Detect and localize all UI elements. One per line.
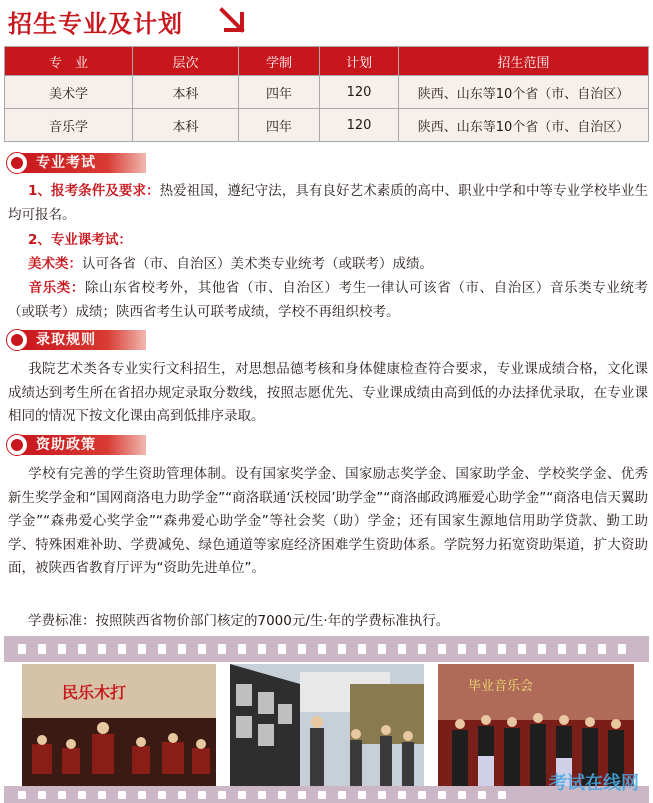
fee-body: 学费标准：按照陕西省物价部门核定的7000元/生·年的学费标准执行。 xyxy=(28,613,450,629)
watermark-logo: 考试在线网 xyxy=(549,773,639,794)
music-label: 音乐类： xyxy=(28,280,85,296)
table-cell: 本科 xyxy=(133,76,239,109)
bullet-icon xyxy=(6,329,28,351)
section-title: 专业考试 xyxy=(36,155,96,171)
column-header: 专 业 xyxy=(5,47,133,76)
admission-text xyxy=(8,358,648,429)
column-header: 层次 xyxy=(133,47,239,76)
aid-text xyxy=(8,463,648,581)
bullet-icon xyxy=(6,434,28,456)
page-title: 招生专业及计划 xyxy=(8,10,183,38)
music-exam xyxy=(8,277,648,324)
table-cell: 陕西、山东等10个省（市、自治区） xyxy=(399,76,649,109)
item-label: 1、报考条件及要求： xyxy=(28,183,160,199)
table-cell: 音乐学 xyxy=(5,109,133,142)
fee-text xyxy=(8,610,648,634)
art-exam xyxy=(8,253,648,277)
table-cell: 120 xyxy=(320,109,399,142)
item-label: 2、专业课考试： xyxy=(28,232,132,248)
table-cell: 美术学 xyxy=(5,76,133,109)
table-header-row xyxy=(5,47,649,76)
section-heading-admission xyxy=(6,329,146,351)
table-cell: 四年 xyxy=(239,109,320,142)
plan-table xyxy=(4,46,649,142)
column-header: 计划 xyxy=(320,47,399,76)
table-cell: 四年 xyxy=(239,76,320,109)
section-title: 资助政策 xyxy=(36,437,96,453)
banner-text: 民乐木打 xyxy=(62,683,127,702)
art-label: 美术类： xyxy=(28,256,82,272)
exam-requirements xyxy=(8,180,648,227)
item-text: 热爱祖国，遵纪守法，具有良好艺术素质的高中、职业中学和中等专业学校毕业生均可报名。 xyxy=(8,183,648,223)
admission-body: 我院艺术类各专业实行文科招生，对思想品德考核和身体健康检查符合要求，专业课成绩合格，文化课成绩达到考生所在省招办规定录取分数线，按照志愿优先、专业课成绩由高到低的办法择优录取，在专业课相同的情况下按文化课由高到低排序录取。 xyxy=(8,361,648,424)
column-header: 学制 xyxy=(239,47,320,76)
music-text: 除山东省校考外，其他省（市、自治区）考生一律认可该省（市、自治区）音乐类专业统考（或联考）成绩；陕西省考生认可联考成绩，学校不再组织校考。 xyxy=(8,280,649,320)
section-heading-aid xyxy=(6,434,146,456)
table-cell: 本科 xyxy=(133,109,239,142)
table-row xyxy=(5,109,649,142)
exhibition-photo xyxy=(230,664,424,792)
film-strip-top xyxy=(4,636,649,662)
table-cell: 陕西、山东等10个省（市、自治区） xyxy=(399,109,649,142)
table-row xyxy=(5,76,649,109)
section-heading-exam xyxy=(6,152,146,174)
aid-body: 学校有完善的学生资助管理体制。设有国家奖学金、国家励志奖学金、国家助学金、学校奖学金、优秀新生奖学金和“国网商洛电力助学金”“商洛联通‘沃校园’助学金”“商洛邮政鸿雁爱心助学金”“商洛电信天翼助学金”“森弗爱心奖学金”“森弗爱心助学金”等社会奖（助）学金；还有国家生源地信用助学贷款、勤工助学、特殊困难补助、学费减免、绿色通道等家庭经济困难学生资助体系。学院努力拓宽资助渠道，扩大资助面，被陕西省教育厅评为“资助先进单位”。 xyxy=(8,466,648,576)
banner-text: 毕业音乐会 xyxy=(468,679,534,694)
table-cell: 120 xyxy=(320,76,399,109)
art-text: 认可各省（市、自治区）美术类专业统考（或联考）成绩。 xyxy=(82,256,433,272)
bullet-icon xyxy=(6,152,28,174)
section-title: 录取规则 xyxy=(36,332,96,348)
arrow-down-right-icon xyxy=(218,6,250,36)
photo-strip xyxy=(4,636,649,803)
exam-course-title xyxy=(8,229,648,253)
concert-photo xyxy=(22,664,216,792)
column-header: 招生范围 xyxy=(399,47,649,76)
